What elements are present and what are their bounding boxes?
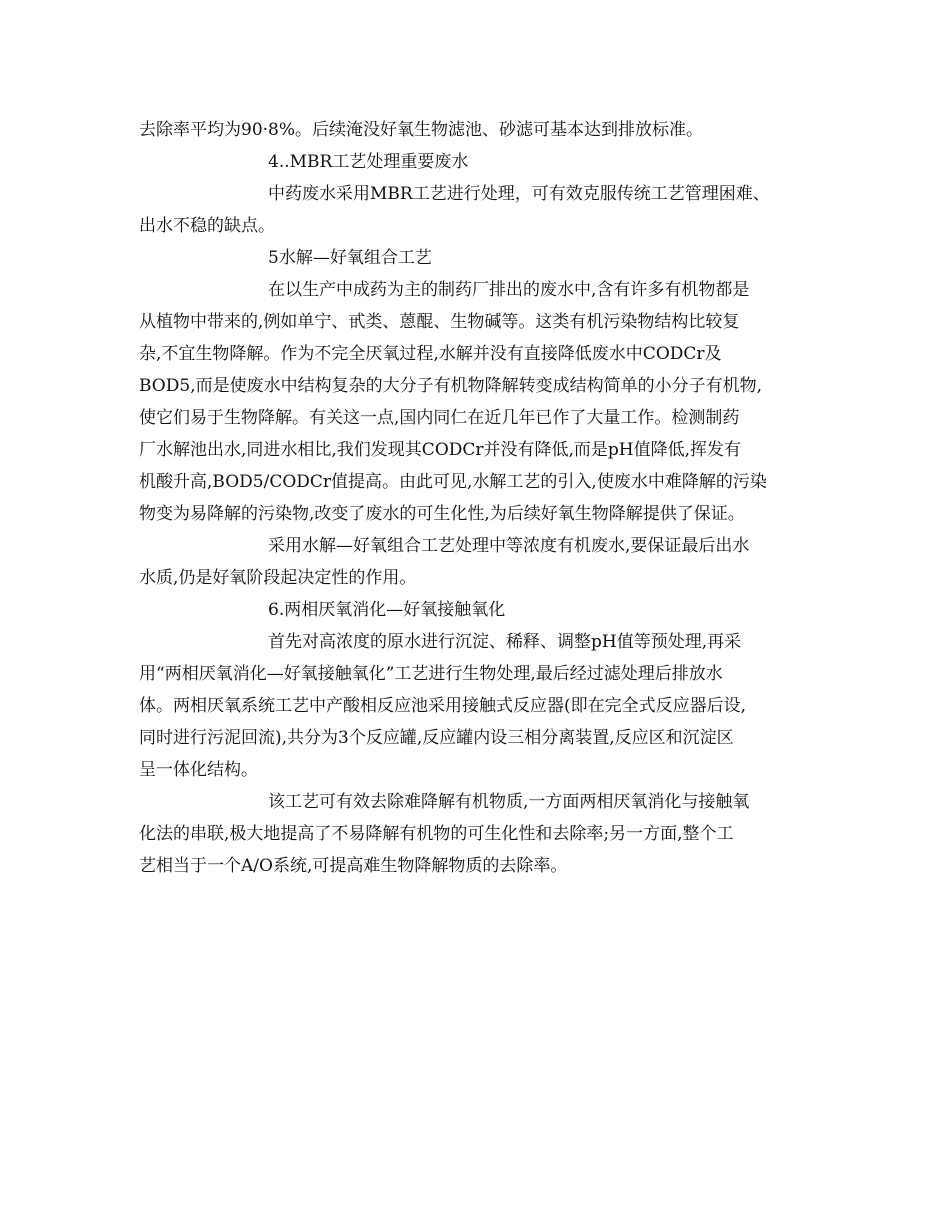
- document-body: [139, 114, 819, 882]
- text-line: 同时进行污泥回流),共分为3个反应罐,反应罐内设三相分离装置,反应区和沉淀区: [139, 728, 734, 748]
- text-line: 采用水解—好氧组合工艺处理中等浓度有机废水,要保证最后出水: [268, 536, 750, 556]
- text-line: 杂,不宜生物降解。作为不完全厌氧过程,水解并没有直接降低废水中CODCr及: [139, 344, 722, 364]
- text-line: 用“两相厌氧消化—好氧接触氧化”工艺进行生物处理,最后经过滤处理后排放水: [139, 664, 723, 684]
- section-heading: 6.两相厌氧消化—好氧接触氧化: [268, 600, 506, 620]
- text-line: 呈一体化结构。: [139, 760, 258, 780]
- text-line: 中药废水采用MBR工艺进行处理，可有效克服传统工艺管理困难、: [268, 184, 770, 204]
- text-line: 首先对高浓度的原水进行沉淀、稀释、调整pH值等预处理,再采: [268, 632, 742, 652]
- text-line: 去除率平均为90·8%。后续淹没好氧生物滤池、砂滤可基本达到排放标准。: [139, 120, 704, 140]
- text-line: 从植物中带来的,例如单宁、甙类、蒽醌、生物碱等。这类有机污染物结构比较复: [139, 312, 740, 332]
- text-line: 化法的串联,极大地提高了不易降解有机物的可生化性和去除率;另一方面,整个工: [139, 824, 734, 844]
- text-line: 体。两相厌氧系统工艺中产酸相反应池采用接触式反应器(即在完全式反应器后设,: [139, 696, 747, 716]
- text-line: 使它们易于生物降解。有关这一点,国内同仁在近几年已作了大量工作。检测制药: [139, 408, 740, 428]
- text-line: 艺相当于一个A/O系统,可提高难生物降解物质的去除率。: [139, 856, 568, 876]
- section-heading: 5水解—好氧组合工艺: [268, 248, 432, 268]
- text-line: 水质,仍是好氧阶段起决定性的作用。: [139, 568, 417, 588]
- text-line: 物变为易降解的污染物,改变了废水的可生化性,为后续好氧生物降解提供了保证。: [139, 504, 745, 524]
- text-line: 机酸升高,BOD5/CODCr值提高。由此可见,水解工艺的引入,使废水中难降解的污染: [139, 472, 767, 492]
- text-line: 厂水解池出水,同进水相比,我们发现其CODCr并没有降低,而是pH值降低,挥发有: [139, 440, 742, 460]
- text-line: 该工艺可有效去除难降解有机物质,一方面两相厌氧消化与接触氧: [268, 792, 750, 812]
- text-line: 出水不稳的缺点。: [139, 216, 275, 236]
- text-line: BOD5,而是使废水中结构复杂的大分子有机物降解转变成结构简单的小分子有机物,: [139, 376, 762, 396]
- text-line: 在以生产中成药为主的制药厂排出的废水中,含有许多有机物都是: [268, 280, 750, 300]
- section-heading: 4..MBR工艺处理重要废水: [268, 152, 469, 172]
